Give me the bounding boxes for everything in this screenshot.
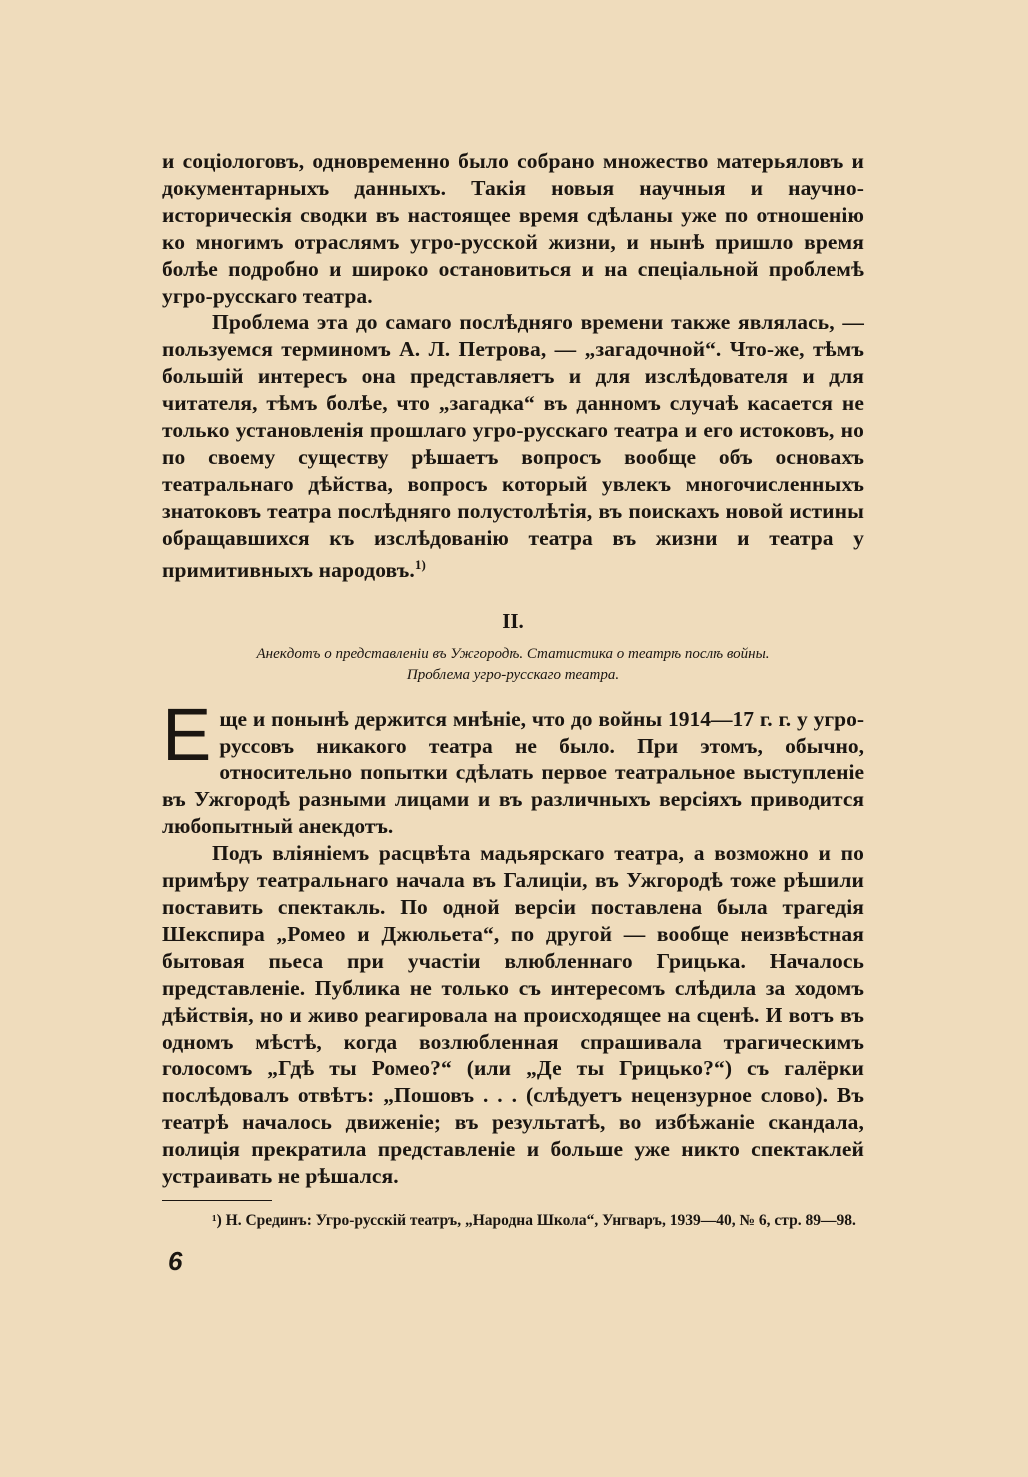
page-body — [162, 148, 864, 1232]
paragraph-2 — [162, 309, 864, 583]
drop-cap-initial: Е — [162, 692, 212, 776]
paragraph-1: и соціологовъ, одновременно было собрано множество матерьяловъ и документарныхъ данныхъ. Такія новыя научныя и научно-историческія сводки въ настоящее время сдѣланы уже по отношенію ко многимъ отраслямъ угро-русской жизни, и нынѣ пришло время болѣе подробно и широко остановиться и на спеціальной проблемѣ угро-русскаго театра. — [162, 149, 864, 308]
footnote-divider — [162, 1200, 272, 1201]
footnote: ¹) Н. Срединъ: Угро-русскій театръ, „Народна Школа“, Унгваръ, 1939—40, № 6, стр. 89—98. — [212, 1211, 856, 1229]
section-subtitle-line-1: Анекдотъ о представленіи въ Ужгородѣ. Статистика о театрѣ послѣ войны. — [256, 645, 770, 662]
paragraph-2-text: Проблема эта до самаго послѣдняго времени также являлась, — пользуемся терминомъ А. Л. Петрова, — „загадочной“. Что-же, тѣмъ большій интересъ она представляетъ и для изслѣдователя и для читателя, тѣмъ болѣе, что „загадка“ въ данномъ случаѣ касается не только установленія прошлаго угро-русскаго театра и его истоковъ, но по своему существу рѣшаетъ вопросъ вообще объ основахъ театральнаго дѣйства, вопросъ который увлекъ многочисленныхъ знатоковъ театра послѣдняго полустолѣтія, въ поискахъ новой истины обращавшихся къ изслѣдованію театра въ жизни и театра у примитивныхъ народовъ. — [162, 310, 864, 582]
section-subtitle-line-2: Проблема угро-русскаго театра. — [406, 666, 620, 683]
paragraph-3-text: ще и понынѣ держится мнѣніе, что до войны 1914—17 г. г. у угро-руссовъ никакого театра не было. При этомъ, обычно, относительно попытки сдѣлать первое театральное выступленіе въ Ужгородѣ разными лицами и въ различныхъ версіяхъ приводится любопытный анекдотъ. — [162, 706, 864, 839]
paragraph-4: Подъ вліяніемъ расцвѣта мадьярскаго театра, а возможно и по примѣру театральнаго начала въ Галиціи, въ Ужгородѣ тоже рѣшили поставить спектакль. По одной версіи поставлена была трагедія Шекспира „Ромео и Джюльета“, по другой — вообще неизвѣстная бытовая пьеса при участіи влюбленнаго Грицька. Началось представленіе. Публика не только съ интересомъ слѣдила за ходомъ дѣйствія, но и живо реагировала на происходящее на сценѣ. И вотъ въ одномъ мѣстѣ, когда возлюбленная спрашивала трагическимъ голосомъ „Гдѣ ты Ромео?“ (или „Де ты Грицько?“) съ галёрки послѣдовалъ отвѣтъ: „Пошовъ . . . (слѣдуетъ нецензурное слово). Въ театрѣ началось движеніе; въ результатѣ, во избѣжаніе скандала, полиція прекратила представленіе и больше уже никто спектаклей устраивать не рѣшался. — [162, 841, 864, 1189]
section-subtitle — [162, 644, 864, 686]
page-number: 6 — [168, 1246, 183, 1276]
paragraph-3 — [162, 692, 864, 841]
section-number: II. — [502, 608, 524, 633]
footnote-marker: 1) — [414, 556, 426, 572]
